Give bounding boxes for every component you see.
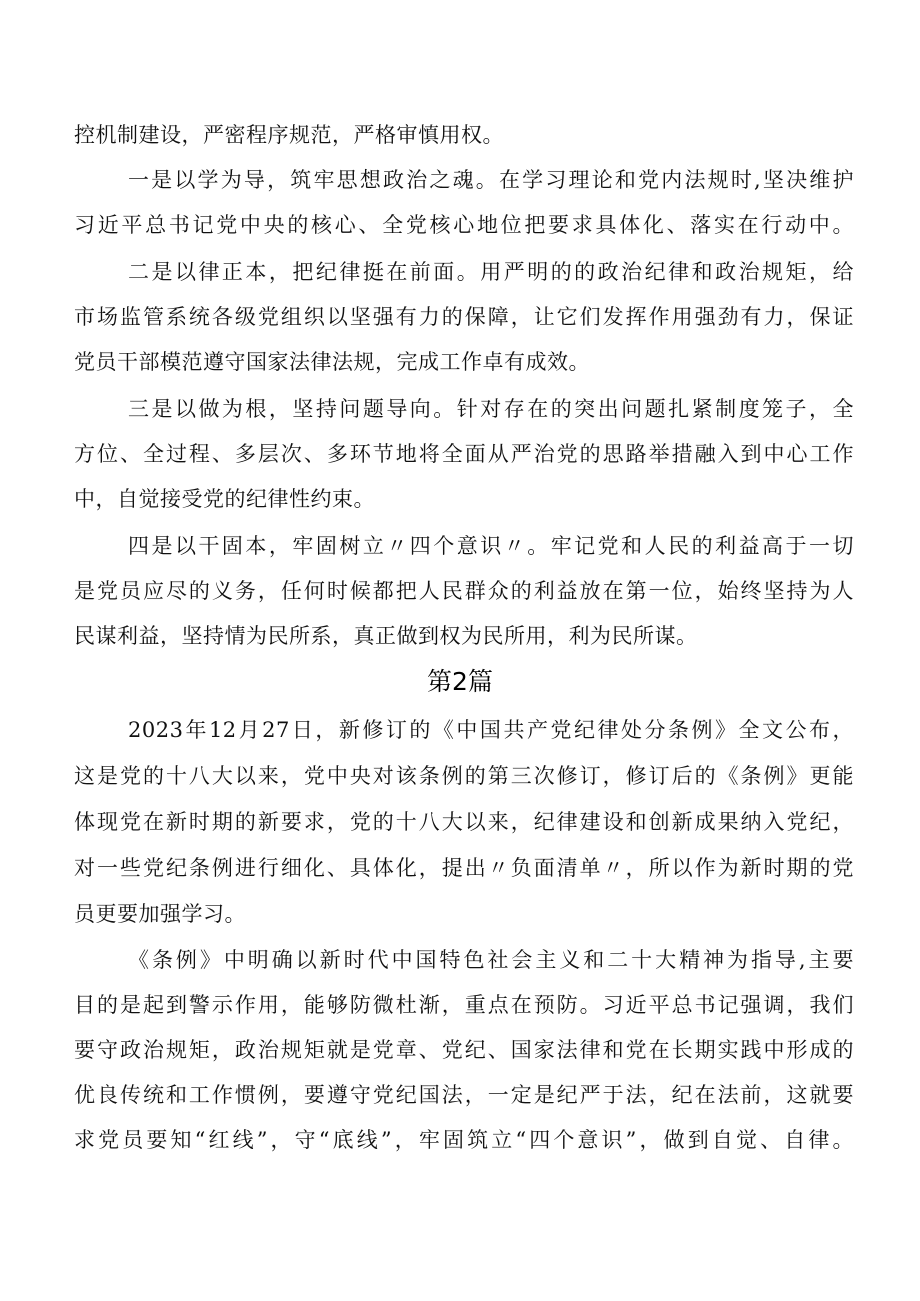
paragraph-line: 优良传统和工作惯例，要遵守党纪国法，一定是纪严于法，纪在法前，这就要 bbox=[74, 1083, 854, 1107]
paragraph-line: 求党员要知“红线”，守“底线”，牢固筑立“四个意识”，做到自觉、自律。 bbox=[74, 1128, 854, 1152]
paragraph-line: 二是以律正本，把纪律挺在前面。用严明的的政治纪律和政治规矩，给 bbox=[128, 260, 854, 284]
paragraph-line: 党员干部模范遵守国家法律法规，完成工作卓有成效。 bbox=[74, 350, 590, 374]
paragraph-line: 要守政治规矩，政治规矩就是党章、党纪、国家法律和党在长期实践中形成的 bbox=[74, 1038, 854, 1062]
paragraph-line: 控机制建设，严密程序规范，严格审慎用权。 bbox=[74, 123, 504, 147]
paragraph-line: 市场监管系统各级党组织以坚强有力的保障，让它们发挥作用强劲有力，保证 bbox=[74, 305, 854, 329]
paragraph-line: 员更要加强学习。 bbox=[74, 902, 246, 926]
paragraph-line: 三是以做为根，坚持问题导向。针对存在的突出问题扎紧制度笼子，全 bbox=[128, 397, 854, 421]
paragraph-line: 是党员应尽的义务，任何时候都把人民群众的利益放在第一位，始终坚持为人 bbox=[74, 579, 854, 603]
paragraph-line: 一是以学为导，筑牢思想政治之魂。在学习理论和党内法规时,坚决维护 bbox=[128, 168, 854, 192]
paragraph-line: 方位、全过程、多层次、多环节地将全面从严治党的思路举措融入到中心工作 bbox=[74, 442, 854, 466]
paragraph-line: 中，自觉接受党的纪律性约束。 bbox=[74, 487, 375, 511]
paragraph-line: 这是党的十八大以来，党中央对该条例的第三次修订，修订后的《条例》更能 bbox=[74, 764, 854, 788]
paragraph-line: 2023年12月27日，新修订的《中国共产党纪律处分条例》全文公布， bbox=[128, 718, 854, 742]
paragraph-line: 目的是起到警示作用，能够防微杜渐，重点在预防。习近平总书记强调，我们 bbox=[74, 993, 854, 1017]
paragraph-line: 民谋利益，坚持情为民所系，真正做到权为民所用，利为民所谋。 bbox=[74, 624, 698, 648]
paragraph-line: 习近平总书记党中央的核心、全党核心地位把要求具体化、落实在行动中。 bbox=[74, 213, 854, 237]
paragraph-line: 体现党在新时期的新要求，党的十八大以来，纪律建设和创新成果纳入党纪， bbox=[74, 810, 854, 834]
section-heading: 第2篇 bbox=[427, 667, 493, 696]
paragraph-line: 四是以干固本，牢固树立〃四个意识〃。牢记党和人民的利益高于一切 bbox=[128, 534, 854, 558]
paragraph-line: 对一些党纪条例进行细化、具体化，提出〃负面清单〃，所以作为新时期的党 bbox=[74, 856, 854, 880]
paragraph-line: 《条例》中明确以新时代中国特色社会主义和二十大精神为指导,主要 bbox=[128, 948, 854, 972]
